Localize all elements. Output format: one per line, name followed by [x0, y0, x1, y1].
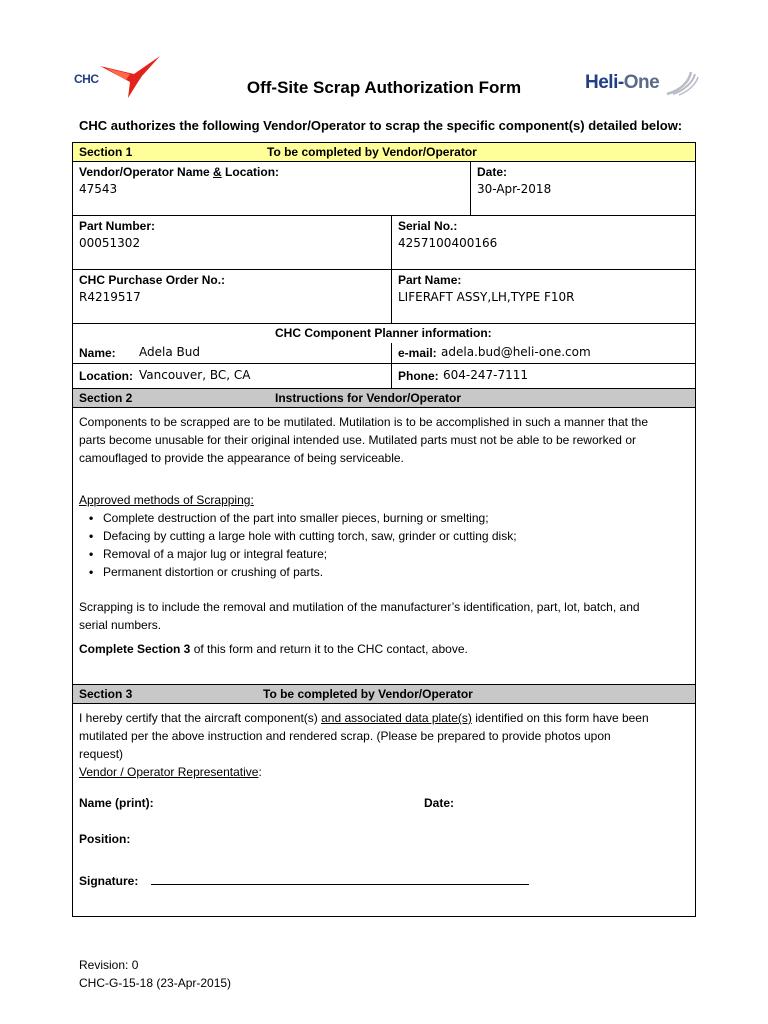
planner-row [73, 323, 695, 363]
document-code: CHC-G-15-18 (23-Apr-2015) [79, 976, 232, 990]
planner-email-label: e-mail: [398, 346, 437, 360]
section3-label: Section 3 [79, 687, 133, 701]
phone-value: 604-247-7111 [443, 368, 529, 382]
form-title: Off-Site Scrap Authorization Form [246, 78, 522, 97]
part-number-value: 00051302 [79, 236, 141, 250]
signature-label: Signature: [79, 874, 139, 888]
revision-text: Revision: 0 [79, 958, 139, 972]
method-item: • Defacing by cutting a large hole with cutting torch, saw, grinder or cutting disk; [103, 527, 517, 545]
planner-email-value: adela.bud@heli-one.com [441, 345, 591, 359]
vendor-label: Vendor/Operator Name & Location: [79, 165, 280, 179]
section2-heading: Instructions for Vendor/Operator [275, 391, 462, 405]
part-name-value: LIFERAFT ASSY,LH,TYPE F10R [398, 290, 575, 304]
scrap-form [72, 142, 696, 917]
certification-text: I hereby certify that the aircraft component(s) and associated data plate(s) identified on this form have been mutilated per the above instruction and rendered scrap. (Please be prepared to provide photos upon request) [79, 711, 649, 761]
location-value: Vancouver, BC, CA [139, 368, 251, 382]
serial-value: 4257100400166 [398, 236, 498, 250]
section1-heading: To be completed by Vendor/Operator [267, 145, 477, 159]
location-row [73, 363, 695, 388]
method-item: • Permanent distortion or crushing of parts. [103, 563, 517, 581]
po-label: CHC Purchase Order No.: [79, 273, 226, 287]
heli-one-logo-text-2: One [623, 72, 660, 93]
complete-section3-note: Complete Section 3 of this form and return it to the CHC contact, above. [79, 642, 468, 656]
part-number-row [73, 215, 695, 269]
serial-label: Serial No.: [398, 219, 458, 233]
po-value: R4219517 [79, 290, 141, 304]
intro-text: CHC authorizes the following Vendor/Operator to scrap the specific component(s) detailed below: [79, 118, 683, 133]
swoosh-icon [663, 68, 699, 98]
planner-name-label: Name: [79, 346, 116, 360]
representative-label: Vendor / Operator Representative: [79, 765, 262, 779]
section2-label: Section 2 [79, 391, 133, 405]
position-label: Position: [79, 832, 131, 846]
part-name-label: Part Name: [398, 273, 462, 287]
section2-body [73, 407, 695, 684]
section1-header [73, 143, 695, 161]
methods-list [81, 509, 517, 581]
section3-date-label: Date: [424, 796, 455, 810]
location-label: Location: [79, 369, 133, 383]
part-number-label: Part Number: [79, 219, 156, 233]
methods-heading: Approved methods of Scrapping: [79, 493, 254, 507]
vendor-row [73, 161, 695, 215]
section1-label: Section 1 [79, 145, 133, 159]
vendor-value: 47543 [79, 182, 118, 196]
method-item: • Removal of a major lug or integral feature; [103, 545, 517, 563]
section3-header [73, 684, 695, 703]
date-label: Date: [477, 165, 508, 179]
phone-label: Phone: [398, 369, 439, 383]
heli-one-logo-text-1: Heli- [585, 72, 624, 93]
planner-heading: CHC Component Planner information: [275, 326, 492, 340]
method-item: • Complete destruction of the part into smaller pieces, burning or smelting; [103, 509, 517, 527]
instructions-para1: Components to be scrapped are to be mutilated. Mutilation is to be accomplished in such a manner that the parts become unusable for their original intended use. Mutilated parts must not be able to be reworked or camouflaged to provide the appearance of being serviceable. [79, 415, 648, 465]
section3-heading: To be completed by Vendor/Operator [263, 687, 473, 701]
date-value: 30-Apr-2018 [477, 182, 552, 196]
planner-name-value: Adela Bud [139, 345, 200, 359]
heli-one-logo [585, 72, 700, 102]
chc-logo-text: CHC [74, 72, 99, 86]
name-print-label: Name (print): [79, 796, 154, 810]
section2-header [73, 388, 695, 407]
instructions-para2: Scrapping is to include the removal and mutilation of the manufacturer’s identification, part, lot, batch, and serial numbers. [79, 600, 640, 632]
purchase-order-row [73, 269, 695, 323]
signature-line[interactable] [151, 884, 529, 885]
